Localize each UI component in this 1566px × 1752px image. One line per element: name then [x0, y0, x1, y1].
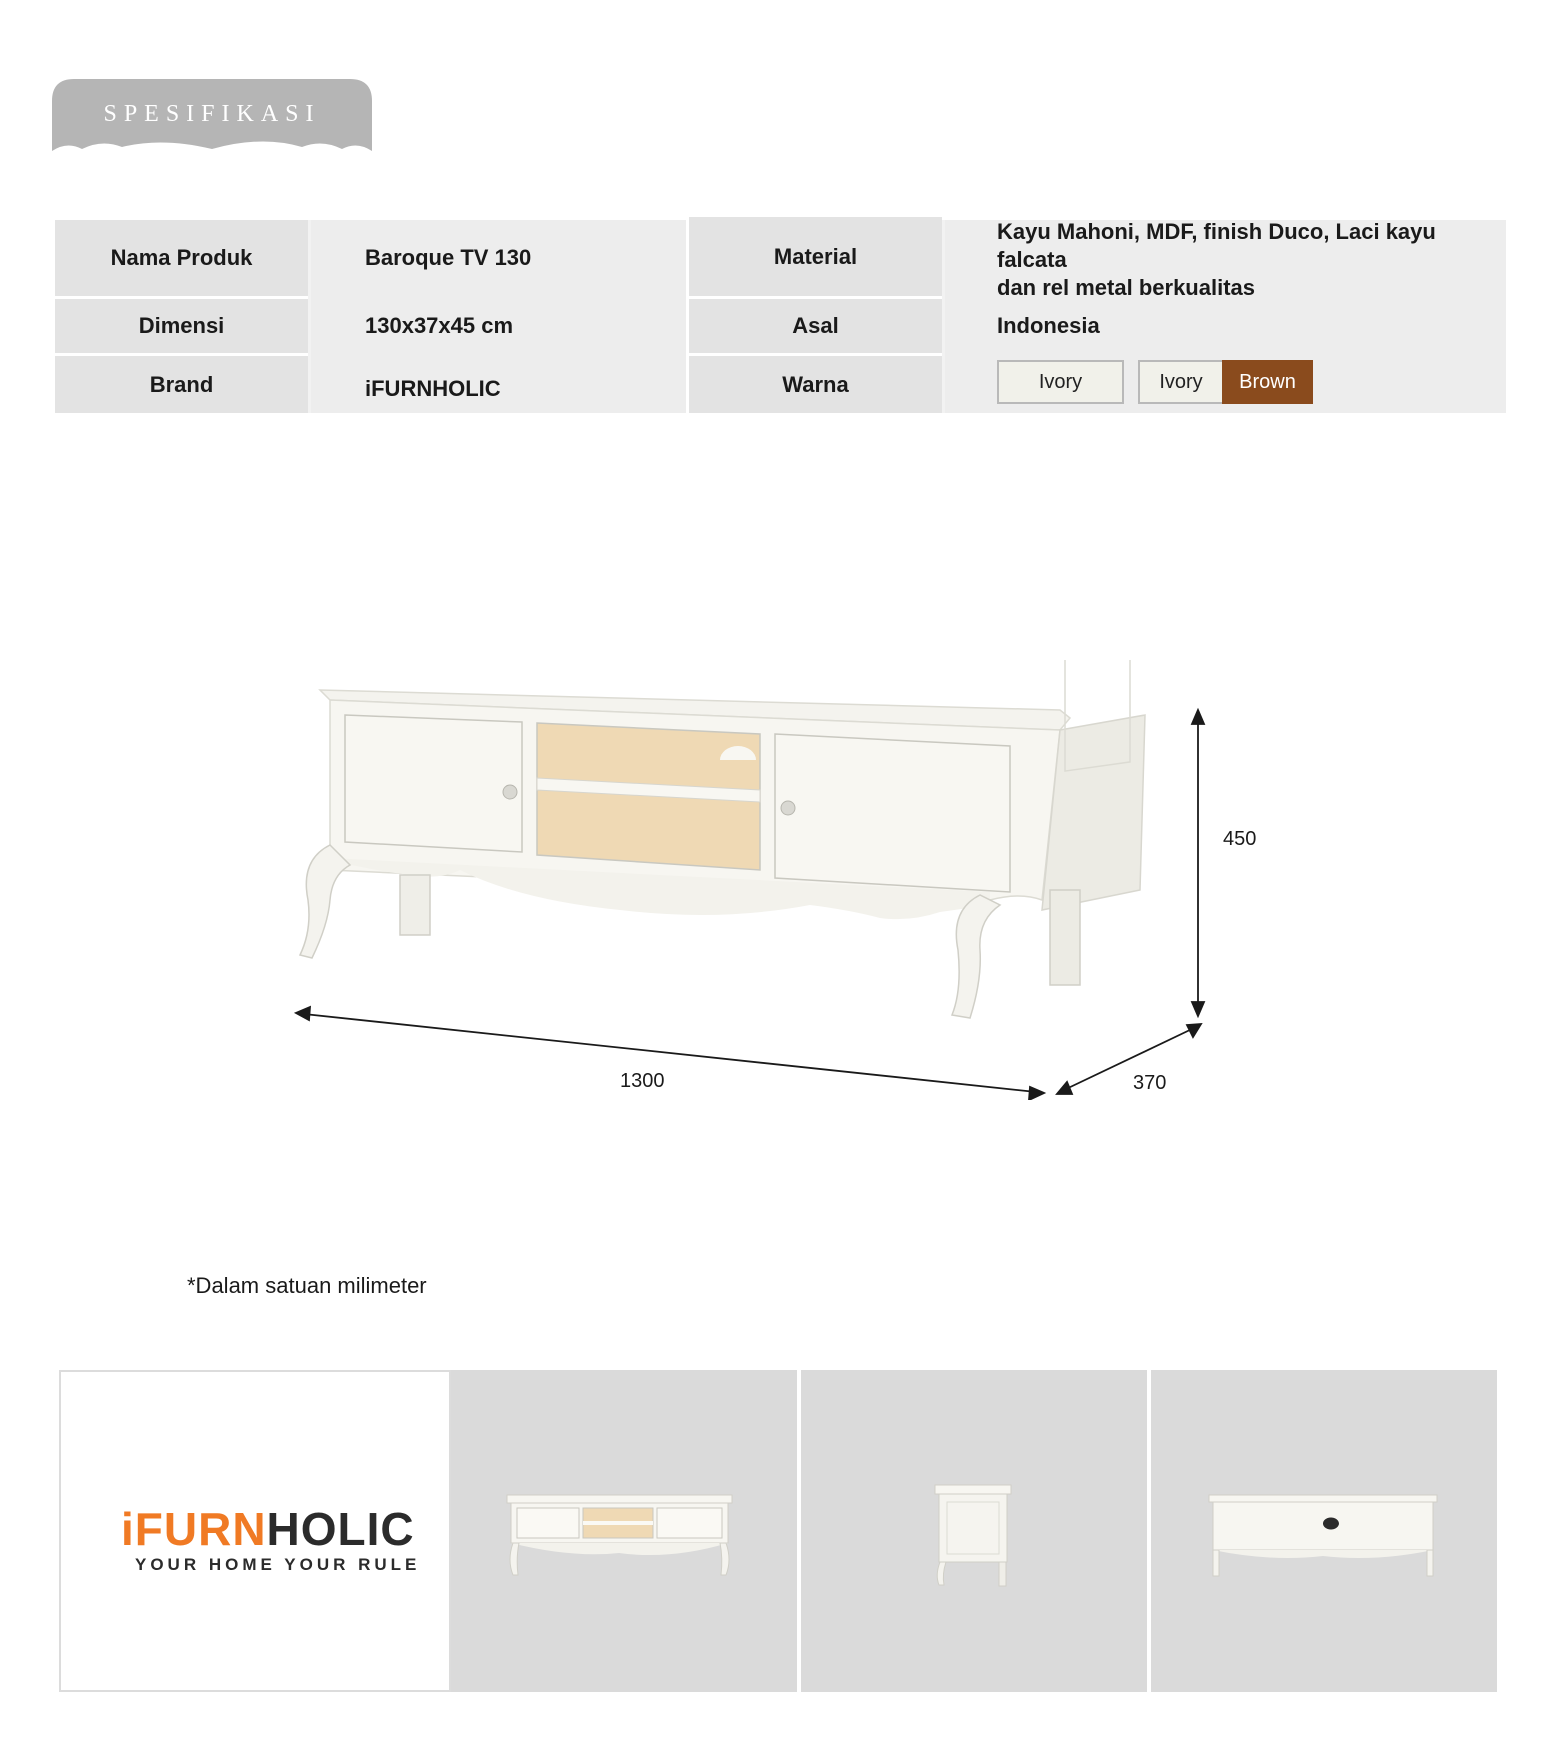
- value-dimensi: 130x37x45 cm: [365, 313, 514, 338]
- label-dimensi: Dimensi: [55, 299, 308, 353]
- column-divider: [942, 220, 945, 413]
- label-asal: Asal: [689, 299, 942, 353]
- spec-table: [55, 220, 1506, 413]
- column-divider: [308, 220, 311, 413]
- swatch-ivory-brown-left: Ivory: [1138, 360, 1222, 404]
- spec-tab-label: SPESIFIKASI: [103, 101, 321, 127]
- label-brand: Brand: [55, 356, 308, 413]
- row-divider: [55, 353, 308, 356]
- logo-part2: HOLIC: [266, 1503, 415, 1555]
- product-dimension-drawing: [290, 660, 1280, 1100]
- unit-note: *Dalam satuan milimeter: [187, 1273, 427, 1298]
- dimension-width-label: 1300: [620, 1070, 665, 1092]
- tv-cabinet-back-view-icon: [1151, 1370, 1497, 1692]
- tv-cabinet-side-view-icon: [801, 1370, 1147, 1692]
- brand-tagline: YOUR HOME YOUR RULE: [135, 1555, 421, 1574]
- label-material: Material: [689, 217, 942, 296]
- row-divider: [55, 296, 308, 299]
- dimension-depth-label: 370: [1133, 1072, 1167, 1094]
- gallery-thumb-front[interactable]: [451, 1370, 797, 1692]
- value-nama-produk: Baroque TV 130: [365, 245, 532, 270]
- tv-cabinet-front-view-icon: [451, 1370, 797, 1692]
- row-divider: [689, 296, 945, 299]
- value-brand: iFURNHOLIC: [365, 375, 501, 401]
- value-material-line1: Kayu Mahoni, MDF, finish Duco, Laci kayu falcata: [997, 219, 1436, 272]
- spec-section-tab: [52, 79, 372, 159]
- gallery-thumb-side[interactable]: [801, 1370, 1147, 1692]
- row-divider: [689, 353, 945, 356]
- swatch-ivory: Ivory: [997, 360, 1124, 404]
- gallery-thumb-back[interactable]: [1151, 1370, 1497, 1692]
- brand-logo: [121, 1502, 415, 1556]
- label-nama-produk: Nama Produk: [55, 220, 308, 296]
- value-asal: Indonesia: [997, 313, 1100, 338]
- dimension-height-label: 450: [1223, 828, 1257, 850]
- label-warna: Warna: [689, 356, 942, 413]
- value-material-line2: dan rel metal berkualitas: [997, 275, 1255, 300]
- swatch-ivory-brown-right: Brown: [1222, 360, 1313, 404]
- column-divider: [686, 220, 689, 413]
- tv-cabinet-illustration: [290, 660, 1280, 1100]
- value-material: [997, 219, 1497, 300]
- brand-logo-panel: [59, 1370, 451, 1692]
- logo-part1: iFURN: [121, 1503, 267, 1555]
